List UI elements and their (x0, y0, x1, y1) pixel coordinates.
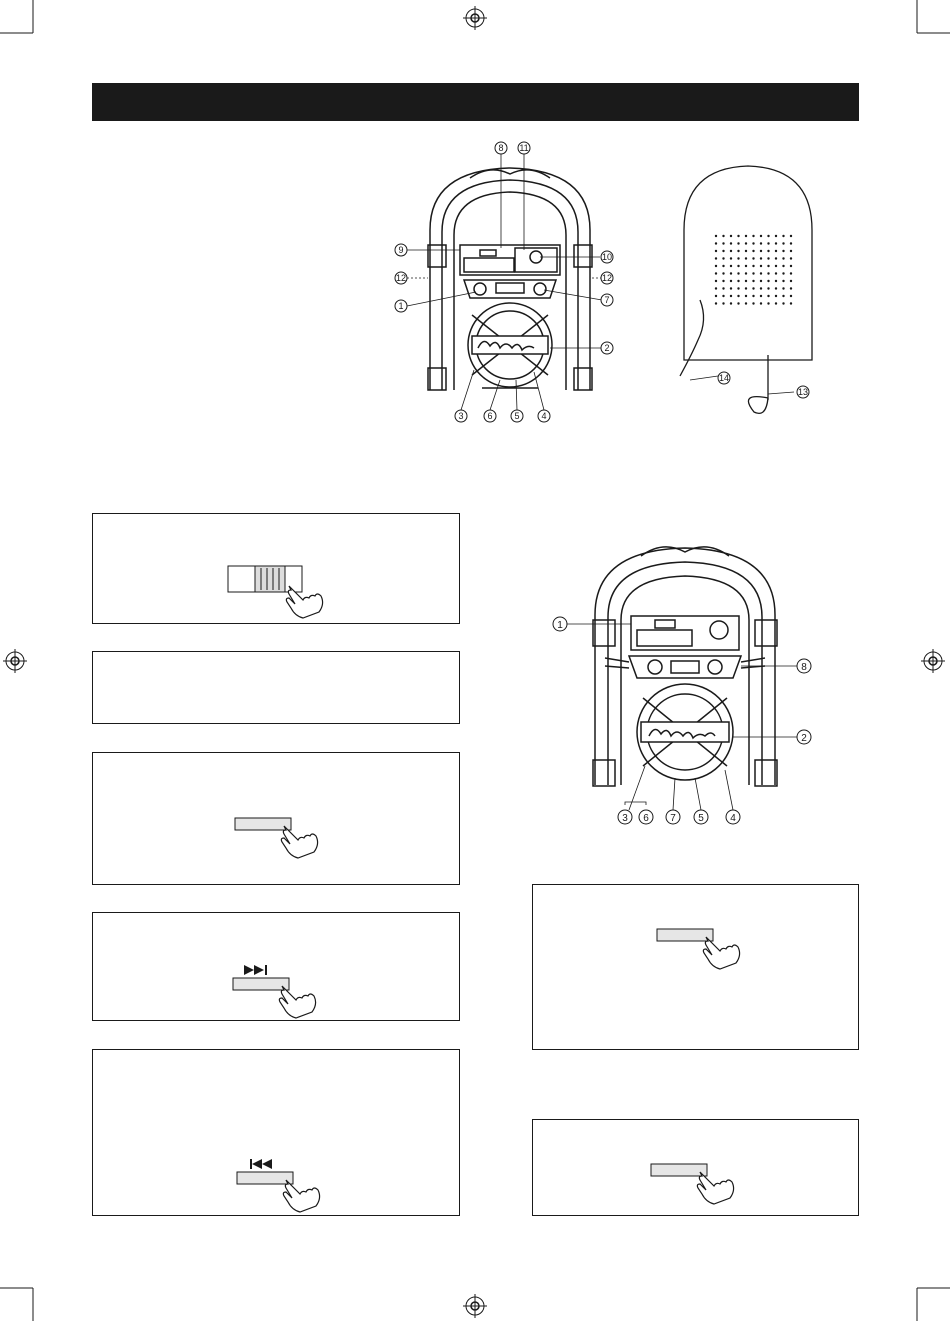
svg-text:5: 5 (514, 411, 520, 421)
svg-text:1: 1 (398, 301, 404, 311)
grill-hole (730, 242, 732, 244)
callout-8 (797, 659, 811, 673)
callout-14 (718, 372, 730, 384)
grill-hole (722, 235, 724, 237)
grill-hole (760, 250, 762, 252)
next-button-illustration (232, 962, 342, 1017)
pointing-hand-icon (279, 986, 315, 1018)
grill-hole (722, 295, 724, 297)
grill-hole (767, 235, 769, 237)
grill-hole (775, 235, 777, 237)
pointing-hand-icon (283, 1180, 319, 1212)
grill-hole (715, 287, 717, 289)
grill-hole (715, 302, 717, 304)
grill-hole (715, 272, 717, 274)
callout-1 (395, 300, 407, 312)
svg-text:3: 3 (458, 411, 464, 421)
grill-hole (737, 295, 739, 297)
grill-hole (722, 242, 724, 244)
callout-9 (395, 244, 407, 256)
grill-hole (775, 302, 777, 304)
grill-hole (775, 242, 777, 244)
generic-button-icon (657, 929, 713, 941)
callout-5 (511, 410, 523, 422)
registration-mark-right (921, 649, 945, 673)
grill-hole (767, 272, 769, 274)
jukebox-front-small-diagram (545, 520, 825, 830)
info-step-box (92, 651, 460, 724)
callout-6 (484, 410, 496, 422)
svg-text:2: 2 (604, 343, 610, 353)
grill-hole (752, 295, 754, 297)
grill-hole (730, 250, 732, 252)
grill-hole (752, 280, 754, 282)
pointing-hand-icon (286, 586, 322, 618)
grill-hole (745, 250, 747, 252)
registration-mark-bottom (463, 1294, 487, 1318)
grill-hole (767, 295, 769, 297)
grill-hole (790, 287, 792, 289)
callout-7 (601, 294, 613, 306)
callout-4 (726, 810, 740, 824)
grill-hole (782, 265, 784, 267)
grill-hole (790, 280, 792, 282)
right-button-press-illustration (656, 925, 756, 970)
grill-hole (745, 280, 747, 282)
grill-hole (737, 287, 739, 289)
next-button-icon (233, 978, 289, 990)
grill-hole (745, 242, 747, 244)
grill-hole (767, 302, 769, 304)
grill-hole (767, 280, 769, 282)
svg-text:6: 6 (643, 813, 649, 824)
grill-hole (715, 265, 717, 267)
svg-text:10: 10 (601, 252, 613, 262)
button-press-illustration (234, 814, 334, 859)
registration-mark-top (463, 6, 487, 30)
grill-hole (752, 287, 754, 289)
svg-text:9: 9 (398, 245, 404, 255)
grill-hole (737, 265, 739, 267)
svg-text:1: 1 (557, 620, 563, 631)
grill-hole (782, 287, 784, 289)
callout-13 (797, 386, 809, 398)
pointing-hand-icon (697, 1172, 733, 1204)
grill-hole (782, 235, 784, 237)
grill-hole (782, 272, 784, 274)
grill-hole (730, 295, 732, 297)
grill-hole (745, 272, 747, 274)
callout-2 (797, 730, 811, 744)
grill-hole (760, 265, 762, 267)
grill-hole (730, 257, 732, 259)
grill-hole (752, 250, 754, 252)
grill-hole (745, 257, 747, 259)
grill-hole (730, 302, 732, 304)
grill-hole (782, 295, 784, 297)
grill-hole (790, 242, 792, 244)
grill-hole (745, 287, 747, 289)
skip-forward-icon (244, 965, 267, 975)
svg-text:5: 5 (698, 813, 704, 824)
grill-hole (775, 287, 777, 289)
callout-4 (538, 410, 550, 422)
grill-hole (775, 295, 777, 297)
prev-button-illustration (236, 1156, 346, 1211)
grill-hole (760, 242, 762, 244)
svg-text:6: 6 (487, 411, 493, 421)
grill-hole (737, 250, 739, 252)
svg-text:13: 13 (797, 387, 809, 397)
grill-hole (760, 235, 762, 237)
grill-hole (730, 272, 732, 274)
grill-hole (737, 235, 739, 237)
callout-6 (639, 810, 653, 824)
grill-hole (760, 257, 762, 259)
grill-hole (790, 235, 792, 237)
grill-hole (767, 257, 769, 259)
grill-hole (782, 242, 784, 244)
svg-text:12: 12 (395, 273, 407, 283)
callout-12-right (601, 272, 613, 284)
grill-hole (730, 235, 732, 237)
grill-hole (745, 295, 747, 297)
svg-text:7: 7 (604, 295, 610, 305)
grill-hole (790, 272, 792, 274)
grill-hole (737, 280, 739, 282)
svg-text:4: 4 (730, 813, 736, 824)
grill-hole (745, 302, 747, 304)
svg-text:7: 7 (670, 813, 676, 824)
grill-hole (737, 242, 739, 244)
grill-hole (790, 295, 792, 297)
jukebox-front-diagram (390, 140, 630, 430)
generic-button-icon (651, 1164, 707, 1176)
callout-10 (601, 251, 613, 263)
grill-hole (790, 302, 792, 304)
right-button-press-illustration-2 (650, 1160, 750, 1205)
grill-hole (722, 272, 724, 274)
svg-text:14: 14 (718, 373, 730, 383)
pointing-hand-icon (281, 826, 317, 858)
grill-hole (715, 257, 717, 259)
slide-switch-illustration (225, 560, 345, 620)
section-header-bar (92, 83, 859, 121)
registration-mark-left (3, 649, 27, 673)
grill-hole (775, 257, 777, 259)
callout-5 (694, 810, 708, 824)
callout-2 (601, 342, 613, 354)
grill-hole (752, 242, 754, 244)
callout-11 (518, 142, 530, 154)
grill-hole (760, 280, 762, 282)
skip-back-icon (250, 1159, 272, 1169)
callout-8 (495, 142, 507, 154)
grill-hole (737, 257, 739, 259)
svg-text:3: 3 (622, 813, 628, 824)
grill-hole (722, 287, 724, 289)
grill-hole (752, 265, 754, 267)
grill-hole (715, 242, 717, 244)
grill-hole (745, 235, 747, 237)
grill-hole (722, 302, 724, 304)
grill-hole (745, 265, 747, 267)
grill-hole (760, 287, 762, 289)
grill-hole (782, 280, 784, 282)
grill-hole (730, 265, 732, 267)
callout-7 (666, 810, 680, 824)
prev-button-icon (237, 1172, 293, 1184)
grill-hole (767, 242, 769, 244)
grill-hole (790, 250, 792, 252)
grill-hole (775, 250, 777, 252)
grill-hole (722, 280, 724, 282)
callout-1 (553, 617, 567, 631)
grill-hole (730, 280, 732, 282)
grill-hole (752, 302, 754, 304)
svg-text:12: 12 (601, 273, 613, 283)
grill-hole (715, 295, 717, 297)
svg-text:8: 8 (801, 662, 807, 673)
callout-3 (455, 410, 467, 422)
jukebox-back-diagram (670, 160, 840, 430)
generic-button-icon (235, 818, 291, 830)
grill-hole (722, 250, 724, 252)
grill-hole (737, 272, 739, 274)
grill-hole (790, 257, 792, 259)
grill-hole (722, 265, 724, 267)
grill-hole (730, 287, 732, 289)
grill-hole (752, 235, 754, 237)
grill-hole (760, 302, 762, 304)
grill-hole (782, 302, 784, 304)
grill-hole (767, 250, 769, 252)
svg-text:8: 8 (498, 143, 504, 153)
grill-hole (775, 272, 777, 274)
grill-hole (715, 280, 717, 282)
callout-12-left (395, 272, 407, 284)
grill-hole (775, 280, 777, 282)
svg-text:11: 11 (519, 143, 529, 153)
grill-hole (737, 302, 739, 304)
grill-hole (767, 265, 769, 267)
grill-hole (715, 250, 717, 252)
grill-hole (715, 235, 717, 237)
grill-hole (752, 257, 754, 259)
grill-hole (760, 295, 762, 297)
grill-hole (722, 257, 724, 259)
callout-3 (618, 810, 632, 824)
grill-hole (752, 272, 754, 274)
svg-text:4: 4 (541, 411, 547, 421)
grill-hole (782, 250, 784, 252)
grill-hole (790, 265, 792, 267)
svg-text:2: 2 (801, 733, 807, 744)
grill-hole (760, 272, 762, 274)
grill-hole (782, 257, 784, 259)
grill-hole (775, 265, 777, 267)
pointing-hand-icon (703, 937, 739, 969)
grill-hole (767, 287, 769, 289)
